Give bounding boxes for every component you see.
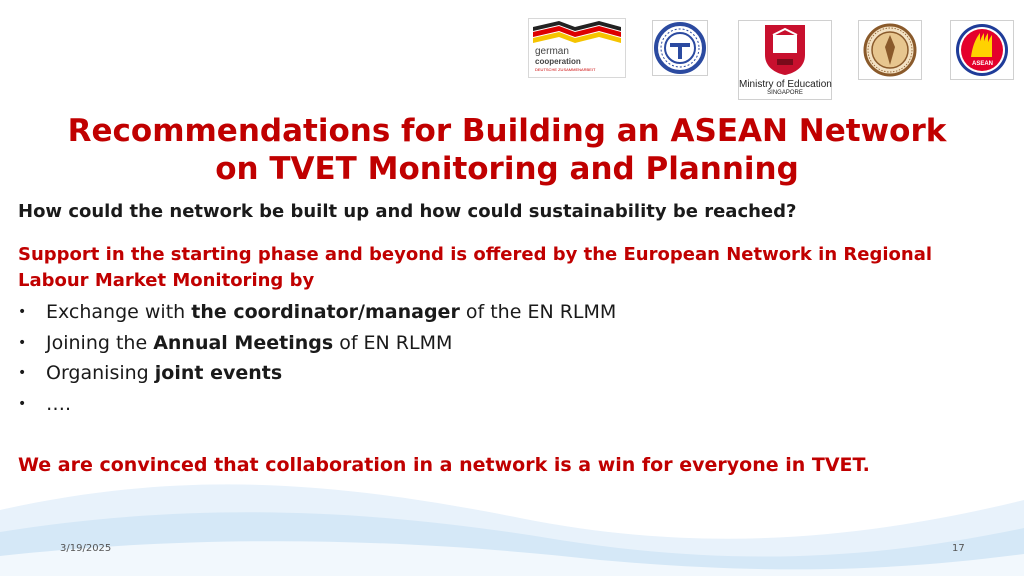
slide-title-line-1: Recommendations for Building an ASEAN Network xyxy=(67,113,947,149)
german-cooperation-logo xyxy=(528,18,626,78)
bullet-text-pre: Organising xyxy=(46,362,155,384)
logo-text-singapore: SINGAPORE xyxy=(767,90,803,96)
decorative-waves xyxy=(0,470,1024,576)
tesda-seal-logo xyxy=(652,20,708,76)
logo-text-german: german xyxy=(535,46,569,57)
asean-emblem-logo xyxy=(950,20,1014,80)
logo-text-deutsche: DEUTSCHE ZUSAMMENARBEIT xyxy=(535,67,596,72)
logo-text-cooperation: cooperation xyxy=(535,57,581,66)
bullet-text-bold: joint events xyxy=(154,362,283,384)
bullet-text-pre: Exchange with xyxy=(46,301,192,323)
bullet-text-post: of the EN RLMM xyxy=(459,301,617,323)
conclusion-statement: We are convinced that collaboration in a network is a win for everyone in TVET. xyxy=(18,454,870,476)
logo-text-moe: Ministry of Education xyxy=(739,79,832,90)
bullet-text-pre: Joining the xyxy=(46,331,154,354)
guiding-question: How could the network be built up and how could sustainability be reached? xyxy=(18,201,797,222)
bullet-text-pre: …. xyxy=(46,392,72,415)
bullet-icon: • xyxy=(18,334,27,351)
bullet-list xyxy=(18,297,918,419)
thai-seal-logo xyxy=(858,20,922,80)
bullet-icon: • xyxy=(18,304,27,320)
logo-text-asean: ASEAN xyxy=(972,61,994,67)
bullet-icon: • xyxy=(18,395,27,412)
bullet-text-bold: the coordinator/manager xyxy=(191,301,460,323)
support-statement: Support in the starting phase and beyond is offered by the European Network in Regional Labour Market Monitoring by xyxy=(18,244,933,291)
footer-date: 3/19/2025 xyxy=(60,543,112,554)
list-item xyxy=(18,328,918,359)
bullet-text-bold: Annual Meetings xyxy=(153,331,334,354)
moe-singapore-logo xyxy=(738,20,832,100)
slide-title-line-2: on TVET Monitoring and Planning xyxy=(215,151,799,187)
page-number: 17 xyxy=(952,543,965,554)
list-item xyxy=(18,297,918,328)
list-item xyxy=(18,358,918,389)
slide-title xyxy=(0,112,1014,188)
bullet-text-post: of EN RLMM xyxy=(333,331,453,354)
bullet-icon: • xyxy=(18,365,27,381)
list-item xyxy=(18,389,918,420)
